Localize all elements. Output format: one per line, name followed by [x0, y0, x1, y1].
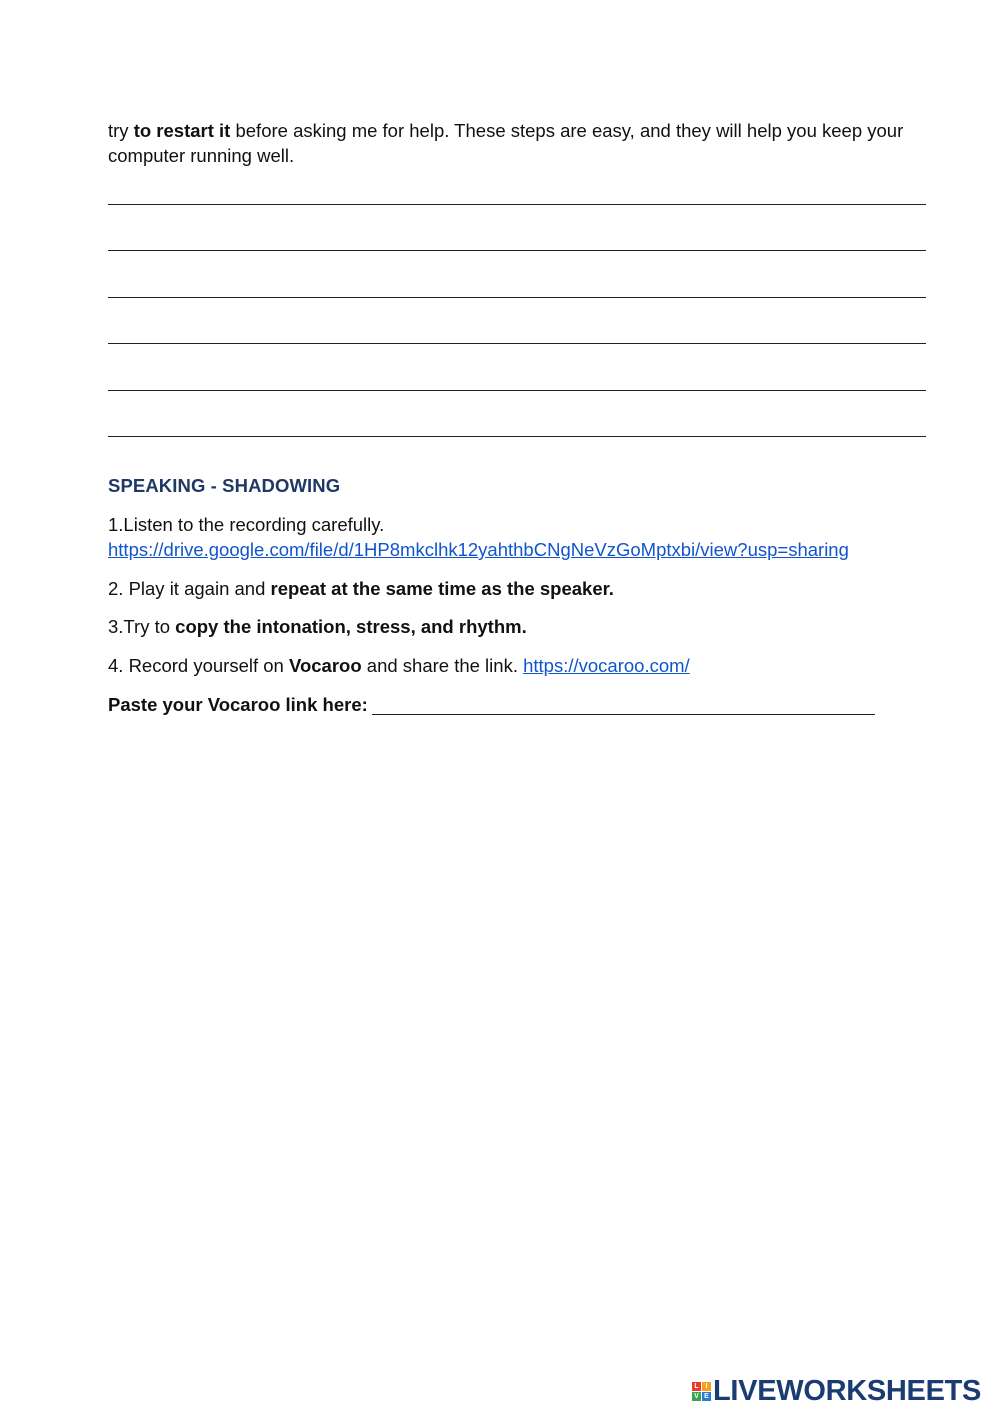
step-3-text: 3.Try to: [108, 616, 176, 637]
intro-bold: to restart it: [133, 120, 231, 141]
logo-mark-letter: V: [692, 1392, 701, 1401]
paste-label: Paste your Vocaroo link here:: [108, 694, 368, 715]
paste-answer-line[interactable]: [372, 714, 875, 715]
intro-text-1: try: [108, 120, 134, 141]
step-4-text-2: and share the link.: [361, 655, 524, 676]
logo-mark-letter: I: [702, 1382, 711, 1391]
step-1-text: 1.Listen to the recording carefully.: [108, 514, 385, 535]
step-4-bold: Vocaroo: [288, 655, 362, 676]
step-3: [108, 614, 527, 639]
step-2-bold: repeat at the same time as the speaker.: [270, 578, 614, 599]
logo-mark-icon: [692, 1382, 711, 1401]
step-2: [108, 576, 614, 601]
step-4-text: 4. Record yourself on: [108, 655, 289, 676]
recording-link[interactable]: https://drive.google.com/file/d/1HP8mkclhk12yahthbCNgNeVzGoMptxbi/view?usp=sharing: [108, 539, 849, 560]
intro-text-2: before asking me for help. These steps are easy, and they will help you keep your computer running well.: [108, 120, 904, 166]
step-4: [108, 653, 690, 678]
step-3-bold: copy the intonation, stress, and rhythm.: [175, 616, 527, 637]
answer-line[interactable]: [108, 436, 926, 437]
intro-paragraph: [108, 118, 908, 168]
answer-line[interactable]: [108, 250, 926, 251]
paste-row: [108, 692, 875, 717]
section-heading: SPEAKING - SHADOWING: [108, 475, 341, 496]
logo-mark-letter: E: [702, 1392, 711, 1401]
step-1: [108, 512, 849, 562]
answer-line[interactable]: [108, 297, 926, 298]
logo-mark-letter: L: [692, 1382, 701, 1391]
liveworksheets-logo: [692, 1374, 981, 1408]
answer-line[interactable]: [108, 390, 926, 391]
answer-line[interactable]: [108, 204, 926, 205]
step-2-text: 2. Play it again and: [108, 578, 271, 599]
vocaroo-link[interactable]: https://vocaroo.com/: [523, 655, 690, 676]
answer-line[interactable]: [108, 343, 926, 344]
logo-text: LIVEWORKSHEETS: [713, 1374, 982, 1407]
